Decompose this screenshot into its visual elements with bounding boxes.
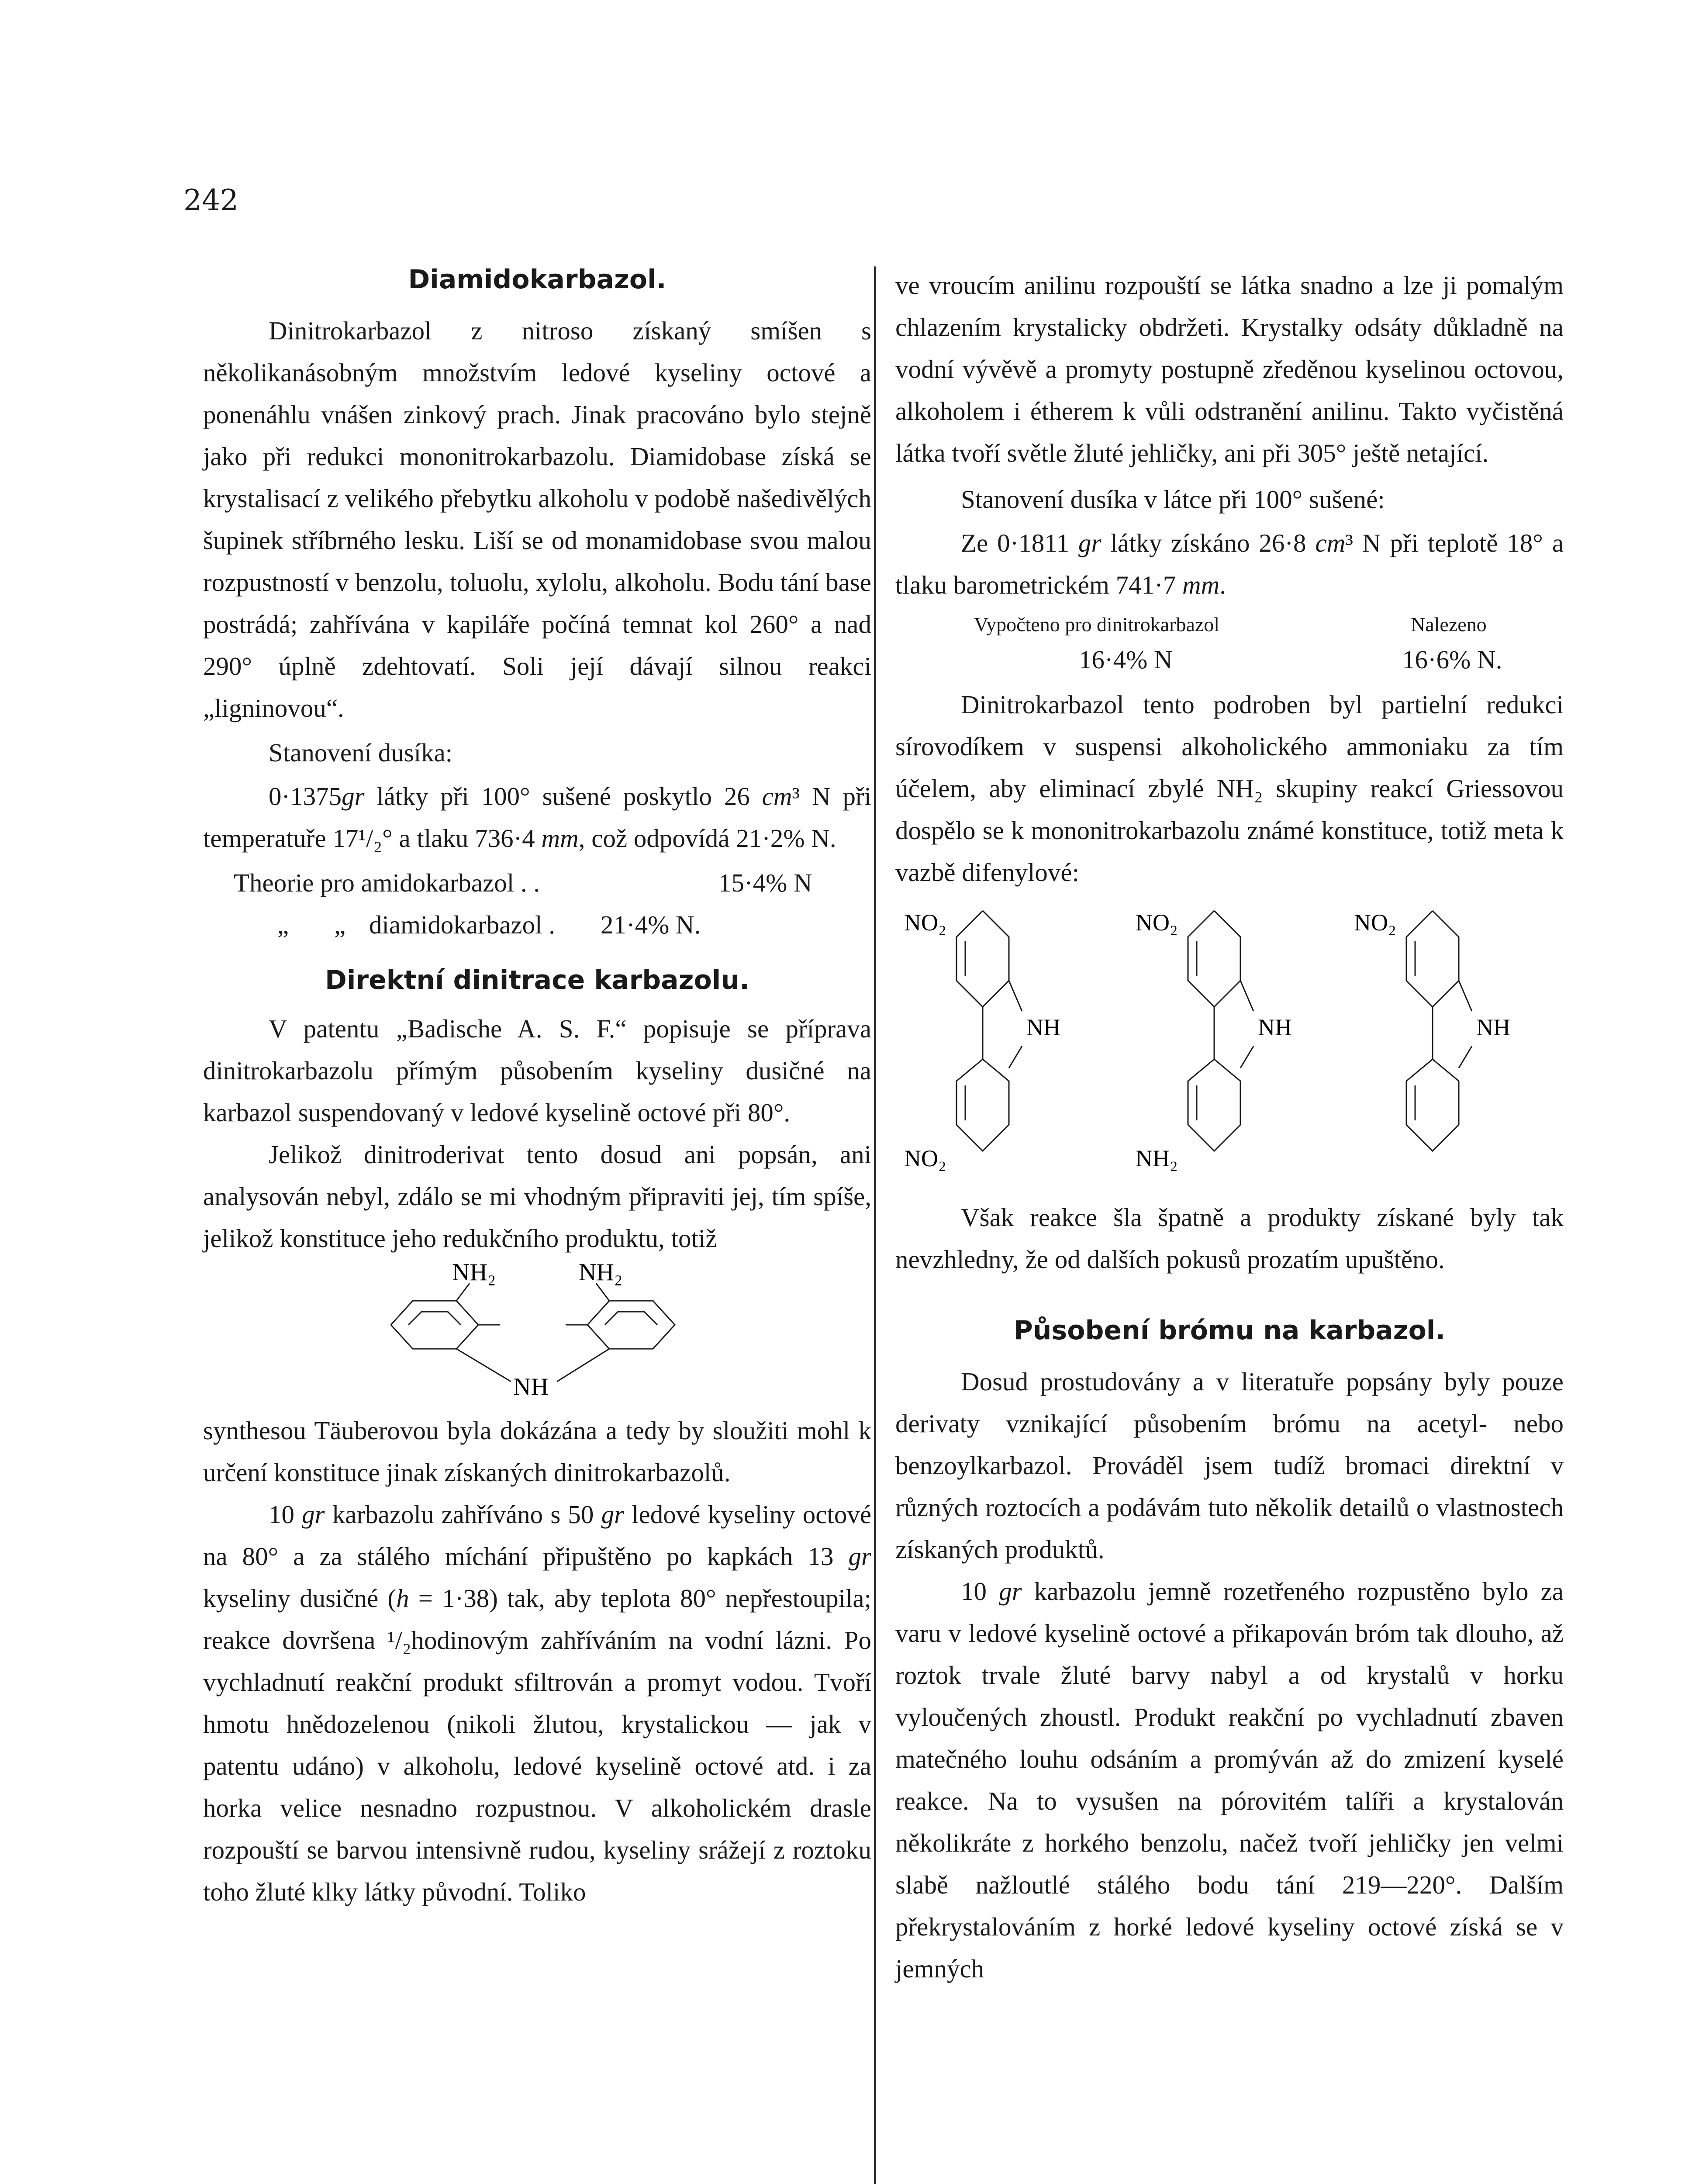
found-value: 16·6% N. (1402, 645, 1502, 674)
calculated-label: Vypočteno pro dinitrokarbazol (974, 613, 1220, 636)
unit-gr: gr (999, 1577, 1022, 1606)
unit-gr: gr (1078, 529, 1102, 557)
text: ° a tlaku 736·4 (382, 824, 542, 853)
found-label: Nalezeno (1411, 613, 1487, 636)
calculated-value: 16·4% N (1079, 645, 1173, 674)
ditto-mark: „ (277, 910, 289, 939)
text: = 1·38) tak, aby teplota 80° nepřestoupila; reakce dovršena ¹/₂hodinovým zahříváním na vodní lázni. Po vychladnutí reakční produkt sfiltrován a promyt vodou. Tvoří hmotu hnědozelenou (nikoli žlutou, krystalickou — jak v patentu udáno) v alkoholu, ledové kyselině octové atd. i za horka velice nesnadno rozpustnou. V alkoholickém drasle rozpouští se barvou intensivně rudou, kyseliny srážejí z roztoku toho žluté klky látky původní. Toliko (203, 1584, 871, 1906)
text: 10 (961, 1577, 999, 1606)
unit-cm: cm (1315, 529, 1346, 557)
paragraph-partial-reduction: Dinitrokarbazol tento podroben byl partielní redukci sírovodíkem v suspensi alkoholického ammoniaku za tím účelem, aby eliminací zbylé NH₂ skupiny reakcí Griessovou dospělo se k mononitrokarbazolu známé konstituce, totiž meta k vazbě difenylové: (895, 690, 1564, 887)
s1-no2-bottom: NO₂ (904, 1145, 946, 1171)
text: 0·1375 (269, 782, 342, 811)
paragraph-patent: V patentu „Badische A. S. F.“ popisuje se příprava dinitrokarbazolu přímým působením kyseliny dusičné na karbazol suspendovaný v ledové kyselině octové při 80°. (203, 1014, 871, 1127)
text: karbazolu zahříváno s 50 (325, 1500, 601, 1529)
unit-gr: gr (302, 1500, 325, 1529)
theory-value: 21·4% N. (601, 910, 701, 939)
paragraph-nitrogen-result (895, 522, 1564, 606)
unit-cm: cm (762, 782, 792, 811)
formula-diamidocarbazole (203, 1259, 871, 1408)
text: karbazolu jemně rozetřeného rozpustěno bylo za varu v ledové kyselině octové a přikapován bróm tak dlouho, až roztok trvale žluté barvy nabyl a od krystalů v horku vyloučených zhoustl. Produkt reakční po vychladnutí zbaven matečného louhu odsáním a promýván až do zmizení kyselé reakce. Na to vysušen na pórovitém talíři a krystalován několikráte z horkého benzolu, načež tvoří jehličky jen velmi slabě nažloutlé stálého bodu tání 219—220°. Dalším překrystalováním z horké ledové kyseliny octové získá se v jemných (895, 1577, 1564, 1983)
theory-label: diamidokarbazol . (369, 910, 555, 939)
s2-nh: NH (1258, 1014, 1292, 1040)
column-divider (874, 266, 876, 2184)
paragraph-synthesis: synthesou Täuberovou byla dokázána a tedy by sloužiti mohl k určení konstituce jinak získaných dinitrokarbazolů. (203, 1416, 871, 1487)
text: Ze 0·1811 (961, 529, 1079, 557)
s1-no2-top: NO₂ (904, 909, 946, 936)
text: ³ N při temperatuře 17 (203, 782, 871, 853)
paragraph-nitrogen-result (203, 775, 871, 859)
right-column (895, 264, 1564, 1990)
s3-no2-top: NO₂ (1354, 909, 1396, 936)
text: ledové kyseliny octové na 80° a za stálého míchání připuštěno po kapkách 13 (203, 1500, 872, 1571)
paragraph-aniline-crystallisation: ve vroucím anilinu rozpouští se látka snadno a lze ji pomalým chlazením krystalicky obdržeti. Krystalky odsáty důkladně na vodní vývěvě a promyty postupně zředěnou kyselinou octovou, alkoholem i étherem k vůli odstranění anilinu. Takto vyčistěná látka tvoří světle žluté jehličky, ani při 305° ještě netající. (895, 271, 1564, 467)
unit-gr: gr (848, 1542, 871, 1571)
paragraph-nitrogen-label: Stanovení dusíka v látce při 100° sušené: (961, 485, 1385, 514)
text: látky získáno 26·8 (1101, 529, 1316, 557)
heading-direct-dinitration: Direktní dinitrace karbazolu. (325, 965, 749, 995)
formula-nh: NH (513, 1373, 549, 1400)
paragraph-nitrogen-label: Stanovení dusíka: (269, 738, 453, 767)
formula-nh2-left: NH₂ (452, 1259, 496, 1286)
paragraph-diamido-preparation: Dinitrokarbazol z nitroso získaný smíšen s několikanásobným množstvím ledové kyseliny octové a ponenáhlu vnášen zinkový prach. Jinak pracováno bylo stejně jako při redukci mononitrokarbazolu. Diamidobase získá se krystalisací z velikého přebytku alkoholu v podobě našedivělých šupinek stříbrného lesku. Liší se od monamidobase svou malou rozpustností v benzolu, toluolu, xylolu, alkoholu. Bodu tání base postrádá; zahřívána v kapiláře počíná temnat kol 260° a nad 290° úplně zdehtovatí. Soli její dávají silnou reakci „ligninovou“. (203, 316, 871, 722)
formula-structures (895, 893, 1564, 1195)
theory-row-diamido (203, 904, 871, 946)
text: . (1219, 570, 1226, 599)
unit-mm: mm (1182, 570, 1220, 599)
s2-nh2-bottom: NH₂ (1136, 1145, 1178, 1171)
symbol-h: h (396, 1584, 409, 1613)
theory-label: Theorie pro amidokarbazol . . (234, 868, 540, 897)
paragraph-bromination-procedure (895, 1570, 1564, 1990)
paragraph-nitration-procedure (203, 1493, 871, 1913)
heading-bromine-action: Působení brómu na karbazol. (1013, 1315, 1446, 1346)
text: , což odpovídá 21·2% N. (578, 824, 836, 853)
ditto-mark: „ (334, 910, 346, 939)
paragraph-constitution: Jelikož dinitroderivat tento dosud ani popsán, ani analysován nebyl, zdálo se mi vhodným připraviti jej, tím spíše, jelikož konstituce jeho redukčního produktu, totiž (203, 1140, 871, 1253)
formula-nh2-right: NH₂ (579, 1259, 623, 1286)
calc-found-values (895, 640, 1564, 679)
text: 10 (269, 1500, 302, 1529)
text: ³ N při teplotě 18° a tlaku barometrickém 741·7 (895, 529, 1564, 599)
calc-found-header (895, 609, 1564, 640)
unit-gr: gr (342, 782, 365, 811)
page-number: 242 (183, 183, 238, 217)
theory-value: 15·4% N (718, 868, 812, 897)
paragraph-bromination-literature: Dosud prostudovány a v literatuře popsány byly pouze derivaty vznikající působením brómu na acetyl- nebo benzoylkarbazol. Prováděl jsem tudíž bromaci direktní v různých roztocích a podávám tuto několik detailů o vlastnostech získaných produktů. (895, 1367, 1564, 1564)
s2-no2-top: NO₂ (1136, 909, 1178, 936)
paragraph-reaction-failed: Však reakce šla špatně a produkty získané byly tak nevzhledny, že od dalších pokusů prozatím upuštěno. (895, 1203, 1564, 1274)
s1-nh: NH (1026, 1014, 1060, 1040)
heading-diamidokarbazol: Diamidokarbazol. (408, 264, 666, 295)
left-column (203, 264, 871, 1913)
fraction: ¹/₂ (358, 824, 383, 853)
text: kyseliny dusičné ( (203, 1584, 397, 1613)
s3-nh: NH (1476, 1014, 1510, 1040)
theory-row-amido (203, 862, 871, 904)
unit-mm: mm (541, 824, 579, 853)
unit-gr: gr (601, 1500, 625, 1529)
text: látky při 100° sušené poskytlo 26 (364, 782, 762, 811)
